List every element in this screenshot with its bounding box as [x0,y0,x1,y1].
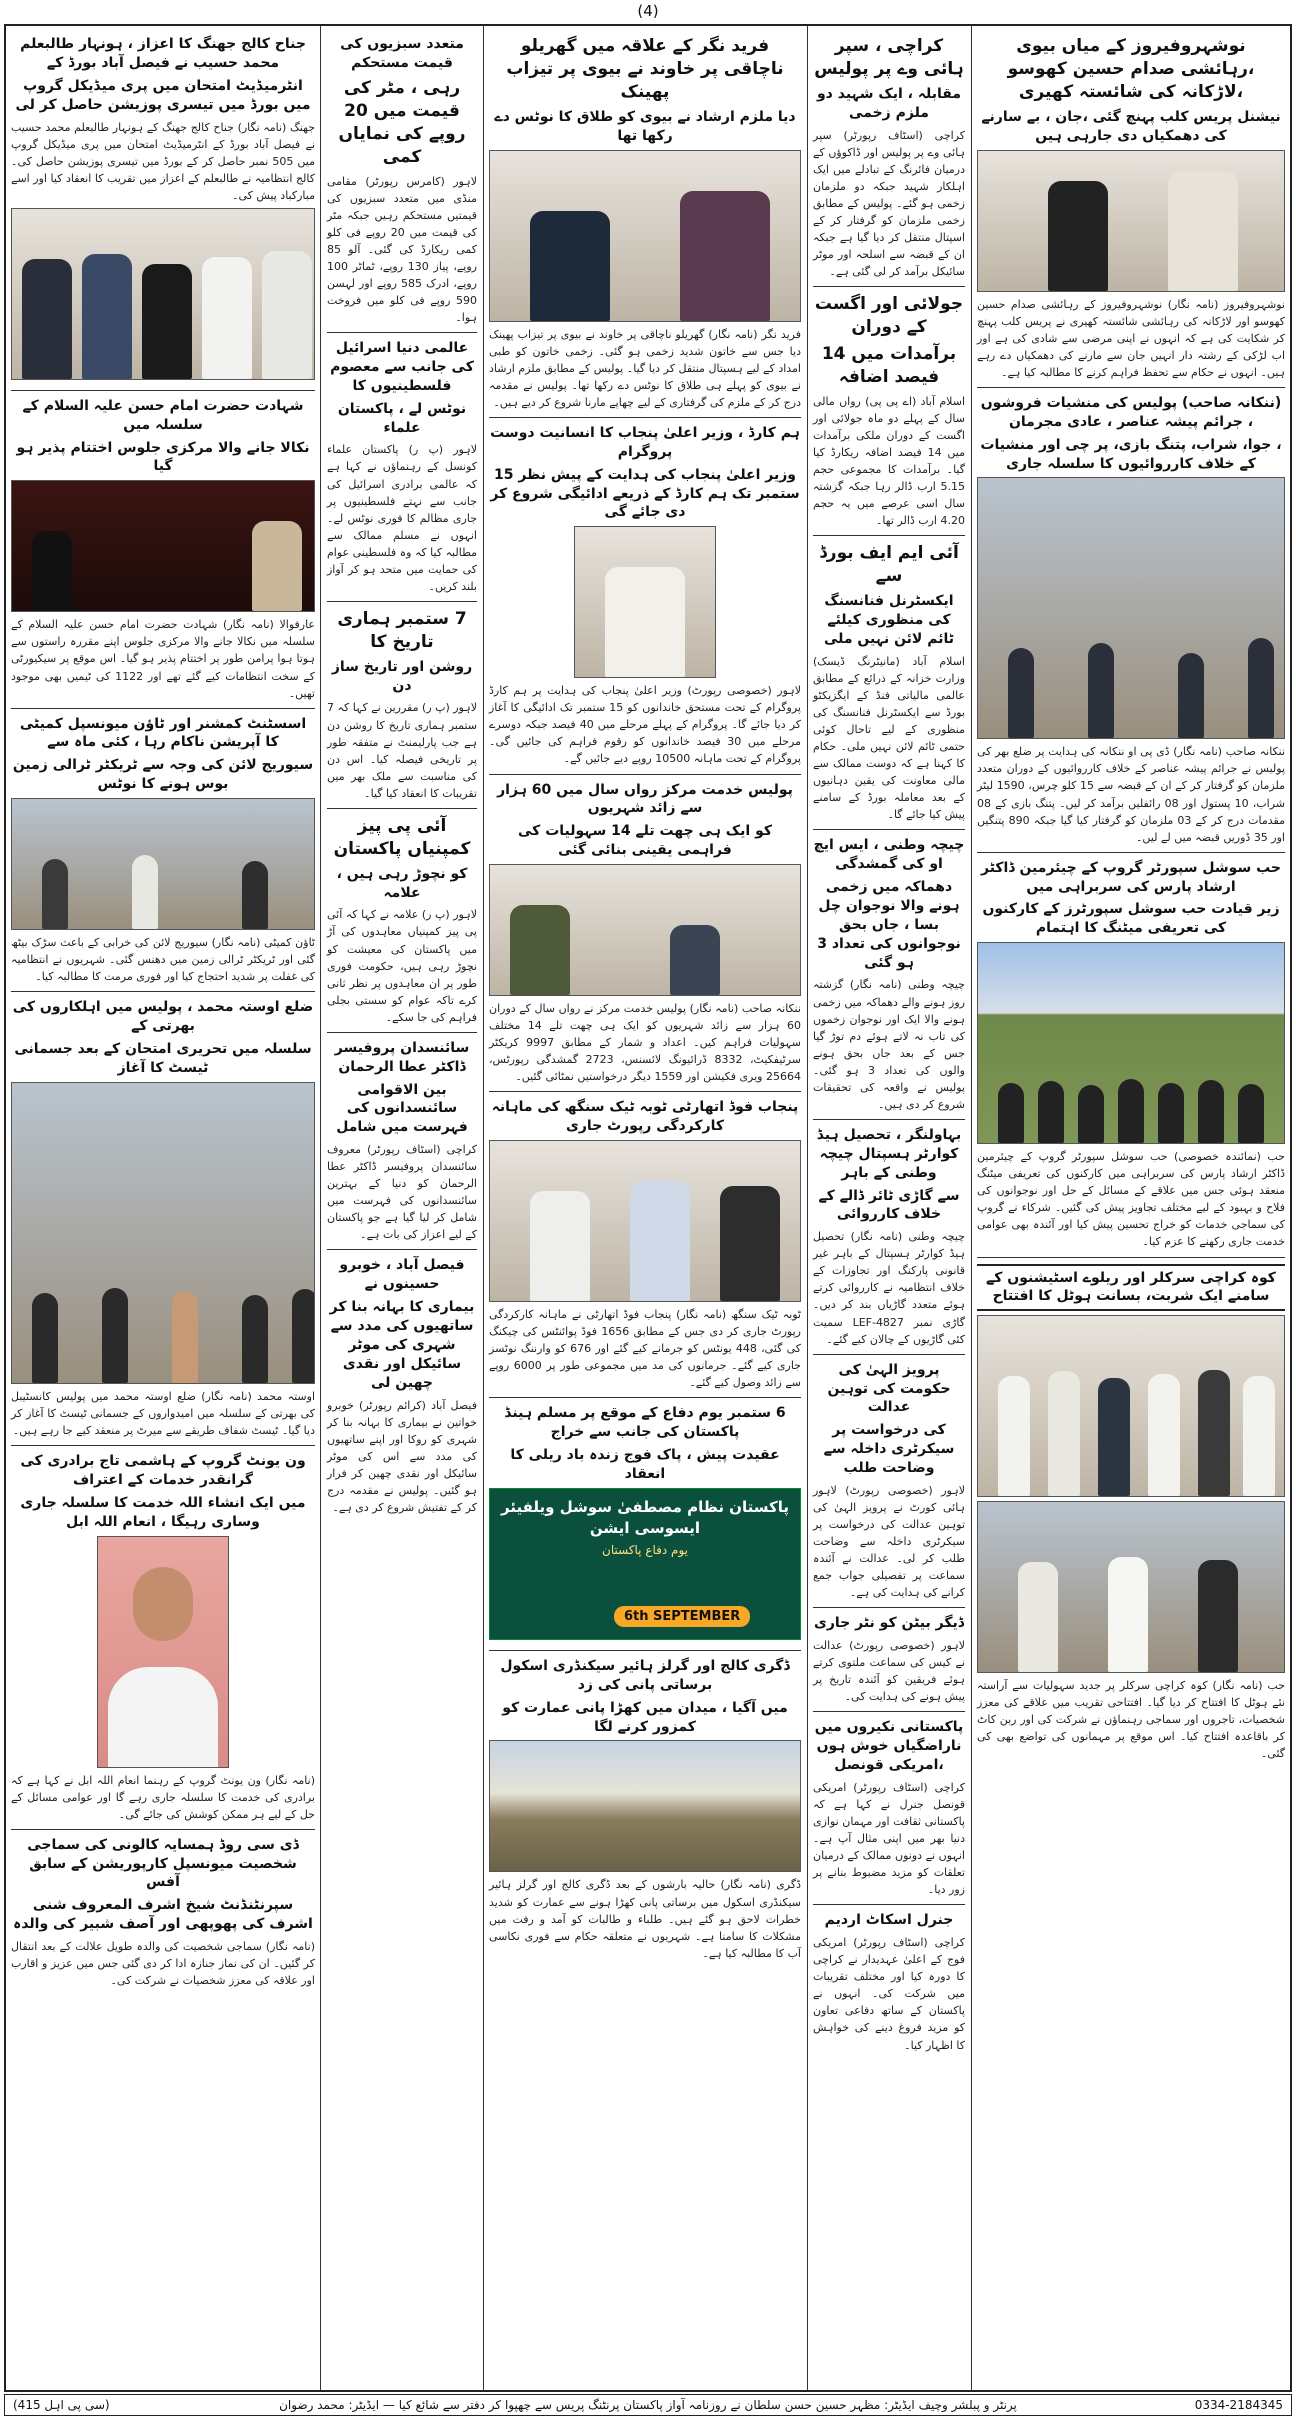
story-scientist [327,1033,477,1251]
person-figure [530,1191,590,1301]
subheadline: عقیدت پیش ، پاک فوج زندہ باد ریلی کا انعقاد [510,1447,780,1482]
story-body: ننکانہ صاحب (نامہ نگار) ڈی پی او ننکانہ کی ہدایت پر ضلع بھر کی پولیس نے جرائم پیشہ عناصر کے خلاف کارروائیوں کے دوران متعدد ملزمان کو گرفتار کر کے ان کے قبضہ سے 15 کلو چرس، 1590 لیٹر شراب، 10 پستول اور 08 رائفلیں برآمد کر لیں۔ پتنگ بازی کے 08 مقدمات درج کر کے 03 ملزمان کو گرفتار کیا گیا جبکہ 890 پتنگیں اور 35 ڈوریں قبضہ میں لے لیں۔ [977,745,1286,844]
portrait-shirt [108,1667,218,1767]
story-body: ڈگری (نامہ نگار) حالیہ بارشوں کے بعد ڈگری کالج اور گرلز ہائیر سیکنڈری اسکول میں برساتی پانی کھڑا ہونے سے عمارت کو شدید خطرات لاحق ہو گئے ہیں۔ طلباء و طالبات کو آمد و رفت میں مشکلات کا سامنا ہے۔ شہریوں نے متعلقہ حکام سے فوری نکاسی آب کا مطالبہ کیا ہے۔ [489,1878,801,1960]
subheadline: کو ایک ہی چھت تلے 14 سہولیات کی فراہمی یقینی بنائی گئی [518,823,772,859]
person-figure [22,259,72,379]
subheadline: بین الاقوامی سائنسدانوں کی فہرست میں شامل [336,1081,468,1136]
headline: نوشہروفیروز کے میاں بیوی ،رہائشی صدام حسین کھوسو ،لاڑکانہ کی شائستہ کھیری [1007,36,1255,102]
subheadline: مقابلہ ، ایک شہید دو ملزم زخمی [816,85,962,121]
story-body: (نامہ نگار) ون یونٹ گروپ کے رہنما انعام اللہ ابل نے کہا ہے کہ برادری کی خدمت کا سلسلہ جاری رہے گا اور عوامی مسائل کے حل کے لیے ہر ممکن کوشش کی جائے گی۔ [11,1773,315,1821]
story-body: ٹاؤن کمیٹی (نامہ نگار) سیوریج لائن کی خرابی کے باعث سڑک بیٹھ گئی اور ٹریکٹر ٹرالی زمین میں دھنس گئی۔ شہریوں نے انتظامیہ کی غفلت پر شدید احتجاج کیا اور فوری مرمت کا مطالبہ کیا۔ [11,936,315,984]
photo-flooded-school [489,1740,801,1872]
person-figure [1158,1083,1184,1143]
headline: چیچہ وطنی ، ایس ایچ او کی گمشدگی [813,837,965,873]
headline: ضلع اوستہ محمد ، پولیس میں اہلکاروں کی بھرتی کے [12,999,314,1035]
headline: جولائی اور اگست کے دوران [814,294,964,338]
headline: 6 ستمبر یوم دفاع کے موقع پر مسلم ہینڈ پاکستان کی جانب سے خراج [504,1405,786,1441]
photo-hotel-guests [977,1315,1285,1497]
page-number: (4) [637,2,659,20]
photo-service-center [489,864,801,996]
subheadline: نکالا جانے والا مرکزی جلوس اختتام پذیر ہو گیا [16,439,310,475]
subheadline: میں ایک انشاء اللہ خدمت کا سلسلہ جاری وساری رہیگا ، انعام اللہ ابل [20,1494,306,1530]
photo-award-ceremony [11,208,315,380]
defence-day-banner [489,1488,801,1640]
story-exports [813,287,965,536]
subheadline: بیماری کا بہانہ بنا کر ساتھیوں کی مدد سے شہری کی موٹر سائیکل اور نقدی چھین لی [329,1299,475,1391]
story-police-recruitment [11,992,315,1446]
photo-tractor-trolley [11,798,315,930]
footer-imprint [4,2394,1292,2416]
story-ipps [327,809,477,1033]
column-rule [807,26,808,2390]
person-figure [1018,1562,1058,1672]
headline: آئی ایم ایف بورڈ سے [819,543,959,587]
story-body: اسلام آباد (اے پی پی) رواں مالی سال کے پہلے دو ماہ جولائی اور اگست کے دوران ملکی برآمدات میں 14 فیصد اضافہ ریکارڈ کیا گیا۔ برآمدات کا مجموعی حجم 5.15 ارب ڈالر رہا جبکہ گزشتہ سال اسی عرصے میں یہ حجم 4.20 ارب ڈالر تھا۔ [813,394,965,528]
story-7-september [327,602,477,809]
person-figure [1198,1080,1224,1143]
photo-group-meeting [977,942,1285,1144]
person-figure [1088,643,1114,738]
story-body: فرید نگر (نامہ نگار) گھریلو ناچاقی پر خاوند نے بیوی پر تیزاب پھینک دیا جس سے خاتون شدید زخمی ہو گئی۔ زخمی خاتون کو طبی امداد کے لیے ہسپتال منتقل کر دیا گیا۔ پولیس کے مطابق ملزم ارشاد نے بیوی کو پہلے ہی طلاق کا نوٹس دے رکھا تھا۔ پولیس نے مقدمہ درج کر کے ملزم کی گرفتاری کے لیے چھاپے مارنا شروع کر دیے ہیں۔ [489,327,801,409]
person-figure [242,1295,268,1383]
photo-injured-woman [489,150,801,322]
headline: ڈگری کالج اور گرلز ہائیر سیکنڈری اسکول برساتی پانی کی زد [500,1657,790,1693]
story-hotel-opening [977,1258,1285,1769]
story-body: حب (نمائندہ خصوصی) حب سوشل سپورٹر گروپ کے چیئرمین ڈاکٹر ارشاد پارس کی سربراہی میں کارکنوں کی تعریفی میٹنگ منعقد ہوئی جس میں علاقے کے مسائل کے حل اور نوجوانوں کی فلاح و بہبود کے لیے مختلف تجاویز پیش کی گئیں۔ شرکاء نے گروپ کی سماجی خدمات کو خراج تحسین پیش کیا اور آئندہ بھی عوامی خدمت جاری رکھنے کا عزم کیا۔ [977,1150,1285,1249]
person-figure [102,1288,128,1383]
subheadline: کی درخواست پر سیکرٹری داخلہ سے وضاحت طلب [823,1422,955,1477]
person-figure [510,905,570,995]
person-figure [262,251,312,379]
story-faisalabad-robbery [327,1250,477,1522]
story-himmat-card [489,418,801,775]
person-figure [1048,181,1108,291]
subheadline: رہی ، مٹر کی قیمت میں 20 روپے کی نمایاں کمی [338,77,466,167]
story-imf-board [813,536,965,830]
person-figure [42,859,68,929]
banner-date: 6th SEPTEMBER [614,1606,750,1627]
story-body: کراچی (اسٹاف رپورٹر) امریکی قونصل جنرل نے کہا ہے کہ پاکستانی ثقافت اور مہمان نوازی دنیا بھر میں اپنی مثال آپ ہے۔ انہوں نے دونوں ممالک کے درمیان تعلقات کو مزید مضبوط بنانے پر زور دیا۔ [813,1781,965,1897]
photo-procession [11,480,315,612]
portrait-face [133,1567,193,1641]
story-body: لاہور (خصوصی رپورٹ) لاہور ہائی کورٹ نے پرویز الہیٰ کی توہین عدالت کی درخواست پر سیکرٹری داخلہ سے وضاحت طلب کر لی۔ عدالت نے آئندہ سماعت پر تفصیلی جواب جمع کرانے کی ہدایت کی ہے۔ [813,1483,965,1600]
footer-phone: 0334-2184345 [1194,2398,1283,2412]
subheadline: کو نچوڑ رہی ہیں ، علامہ [336,865,468,901]
column-3 [484,26,806,2390]
person-figure [1078,1085,1104,1143]
subheadline: ایکسٹرنل فنانسنگ کی منظوری کیلئے ٹائم لائن نہیں ملی [824,593,954,647]
person-figure [1238,1084,1264,1143]
footer-registration: (415 سی پی اہل) [13,2398,110,2412]
person-figure [32,1293,58,1383]
subheadline: برآمدات میں 14 فیصد اضافہ [821,343,957,387]
story-contempt-case [813,1355,965,1609]
person-figure [172,1291,198,1383]
headline: سائنسدان پروفیسر ڈاکٹر عطا الرحمان [334,1039,470,1075]
person-figure [1098,1378,1130,1496]
story-body: (نامہ نگار) سماجی شخصیت کی والدہ طویل علالت کے بعد انتقال کر گئیں۔ ان کی نماز جنازہ ادا کر دی گئی جس میں عزیز و اقارب اور علاقہ کی معزز شخصیات نے شرکت کی۔ [11,1940,315,1988]
person-figure [680,191,770,321]
person-figure [1168,171,1238,291]
subheadline: سے گاڑی ٹائر ڈالے کے خلاف کارروائی [818,1187,960,1223]
story-body: فیصل آباد (کرائم رپورٹر) خوبرو خواتین نے بیماری کا بہانہ بنا کر شہری کو روکا اور اپنے ساتھیوں کی مدد سے اس کی موٹر سائیکل اور نقدی چھین کر فرار ہو گئیں۔ پولیس نے مقدمہ درج کر کے تفتیش شروع کر دی ہے۔ [327,1398,477,1514]
person-figure [82,254,132,379]
column-rule [320,26,321,2390]
story-body: لاہور (پ ر) مقررین نے کہا کہ 7 ستمبر ہماری تاریخ کا روشن دن ہے جب پارلیمنٹ نے متفقہ طور پر تاریخی فیصلہ کیا۔ اس دن کی مناسبت سے ملک بھر میں تقریبات کا انعقاد کیا گیا۔ [327,701,477,800]
headline: ہم کارڈ ، وزیر اعلیٰ پنجاب کا انسانیت دوست پروگرام [490,424,800,460]
subheadline: سلسلہ میں تحریری امتحان کے بعد جسمانی ٹیسٹ کا آغاز [14,1041,312,1076]
story-chichawatni-blast [813,830,965,1120]
subheadline: نیشنل پریس کلب پہنچ گئی ،جان ، بے سارنے کی دھمکیاں دی جارہی ہیں [981,108,1281,144]
photo-ribbon-cutting [977,1501,1285,1673]
headline: کراچی ، سپر ہائی وے پر پولیس [814,36,964,79]
person-figure [1008,648,1034,738]
story-body: نوشہروفیروز (نامہ نگار) نوشہروفیروز کے رہائشی صدام حسین کھوسو اور لاڑکانہ کی رہائشی شائستہ کھیری نے پریس کلب پہنچ کر شکایت کی ہے کہ انہوں نے اپنی مرضی سے شادی کی ہے اور اب لڑکی کے رشتہ دار انہیں جان سے مارنے کی دھمکیاں دے رہے ہیں۔ انہوں نے حکام سے تحفظ فراہم کرنے کا مطالبہ کیا ہے۔ [977,297,1285,379]
story-hospital-parking [813,1120,965,1355]
subheadline: وزیر اعلیٰ پنجاب کی ہدایت کے پیش نظر 15 ستمبر تک ہم کارڈ کے ذریعے ادائیگی شروع کر دی جائے گی [490,466,800,521]
story-khidmat-markaz [489,775,801,1093]
person-figure [605,567,685,677]
headline: آئی پی پیز کمپنیاں پاکستان [333,815,471,859]
story-defence-day [489,1398,801,1651]
headline: شہادت حضرت امام حسن علیہ السلام کے سلسلہ میں [22,397,304,433]
person-figure [202,257,252,379]
headline: فرید نگر کے علاقہ میں گھریلو ناچاقی پر خاوند نے بیوی پر تیزاب پھینک [506,36,784,102]
person-figure [998,1083,1024,1143]
column-rule [483,26,484,2390]
headline: ڈی سی روڈ ہمسایہ کالونی کی سماجی شخصیت میونسپل کارپوریشن کے سابق آفس [27,1836,299,1891]
photo-official [574,526,716,678]
story-body: جھنگ (نامہ نگار) جناح کالج جھنگ کے ہونہار طالبعلم محمد حسیب نے فیصل آباد بورڈ کے انٹرمیڈیٹ امتحان میں پری میڈیکل گروپ میں 505 نمبر حاصل کر کے بورڈ میں تیسری پوزیشن حاصل کی۔ کالج انتظامیہ نے طالبعلم کے اعزاز میں تقریب کا انعقاد کیا اور اسے مبارکباد پیش کی۔ [11,120,315,202]
story-vegetable-prices [327,29,477,333]
story-body: لاہور (کامرس رپورٹر) مقامی منڈی میں متعدد سبزیوں کی قیمتیں مستحکم رہیں جبکہ مٹر کی قیمت میں 20 روپے فی کلو کمی ریکارڈ کی گئی۔ آلو 85 روپے، پیاز 130 روپے، ٹماٹر 100 روپے، ادرک 585 روپے اور لہسن 590 روپے فی کلو میں فروخت ہوا۔ [327,174,478,324]
person-figure [252,521,302,611]
person-figure [1118,1079,1144,1143]
headline: پاکستانی نکیروں میں ناراضگیاں خوش ہوں ،امریکی قونصل [814,1719,964,1774]
banner-title: پاکستان نظام مصطفیٰ سوشل ویلفیئر ایسوسی ایشن [501,1497,789,1537]
headline: (ننکانہ صاحب) پولیس کی منشیات فروشوں ، جرائم پیشہ عناصر ، عادی مجرمان [980,394,1282,430]
story-obituary [11,1830,315,1996]
story-body: کراچی (اسٹاف رپورٹر) امریکی فوج کے اعلیٰ عہدیدار نے کراچی کا دورہ کیا اور مختلف تقریبات میں شرکت کی۔ انہوں نے پاکستان کے ساتھ دفاعی تعاون کو مزید فروغ دینے کی خواہش کا اظہار کیا۔ [813,1936,965,2052]
photo-recovered-items [977,477,1285,739]
person-figure [292,1289,315,1383]
person-figure [1038,1081,1064,1143]
person-figure [998,1376,1030,1496]
person-figure [1178,653,1204,738]
person-figure [670,925,720,995]
story-jinnah-college [11,29,315,391]
photo-portrait [97,1536,229,1768]
person-figure [32,531,72,611]
photo-couple [977,150,1285,292]
photo-food-inspection [489,1140,801,1302]
person-figure [1198,1370,1230,1496]
photo-recruitment-tests [11,1082,315,1384]
footer-publisher-line: پرنٹر و پبلشر وچیف ایڈیٹر: مظہر حسین حسن سلطان نے روزنامہ آواز پاکستان پرنٹنگ پریس سے چھپوا کر دفتر سے شائع کیا — ایڈیٹر: محمد رضوان [279,2398,1017,2412]
story-body: کراچی (اسٹاف رپورٹر) معروف سائنسدان پروفیسر ڈاکٹر عطا الرحمان کو دنیا کے بہترین سائنسدانوں کی فہرست میں شامل کر لیا گیا ہے جو پاکستان کے لیے اعزاز کی بات ہے۔ [327,1143,477,1242]
subheadline: نوٹس لے ، پاکستان علماء [337,400,467,436]
headline: 7 ستمبر ہماری تاریخ کا [337,608,467,652]
headline: ڈیگر بیٹن کو نٹر جاری [814,1615,964,1632]
person-figure [132,855,158,929]
headline: بہاولنگر ، تحصیل ہیڈ کوارٹر ہسپتال چیچہ وطنی کے باہر [816,1126,962,1181]
story-body: لاہور (پ ر) علامہ نے کہا کہ آئی پی پیز کمپنیاں معاہدوں کی آڑ میں پاکستان کی معیشت کو نچوڑ رہی ہیں، حکومت فوری طور پر ان معاہدوں پر نظر ثانی کرے تاکہ عوام کو سستی بجلی فراہم کی جا سکے۔ [327,908,477,1024]
subheadline: دھماکہ میں زخمی ہونے والا نوجوان چل بسا ، جاں بحق نوجوانوں کی تعداد 3 ہو گئی [817,879,961,971]
subheadline: سپرنٹنڈنٹ شیخ اشرف المعروف شنی اشرف کی پھوپھی اور آصف شبیر کی والدہ [13,1897,313,1933]
story-imam-hassan-procession [11,391,315,709]
column-rule [971,26,972,2390]
headline: جنرل اسکاٹ اردیم [824,1912,954,1929]
person-figure [530,211,610,321]
subheadline: زیر قیادت حب سوشل سپورٹرز کے کارکنوں کی تعریفی میٹنگ کا اہتمام [982,901,1280,937]
headline: پنجاب فوڈ اتھارٹی ٹوبہ ٹیک سنگھ کی ماہانہ کارکردگی رپورٹ جاری [491,1099,799,1135]
headline: فیصل آباد ، خوبرو حسینوں نے [339,1257,465,1293]
column-4 [322,26,482,2390]
subheadline: انٹرمیڈیٹ امتحان میں پری میڈیکل گروپ میں بورڈ میں تیسری پوزیشن حاصل کر لی [15,77,311,113]
headline: متعدد سبزیوں کی قیمت مستحکم [340,36,464,71]
story-one-unit-group [11,1446,315,1830]
person-figure [142,264,192,379]
story-palestine [327,333,477,602]
headline: پرویز الہیٰ کی حکومت کی توہین عدالت [827,1361,951,1416]
story-body: اسلام آباد (مانیٹرنگ ڈیسک) وزارت خزانہ کے ذرائع کے مطابق عالمی مالیاتی فنڈ کے ایگزیکٹو بورڈ سے ایکسٹرنل فنانسنگ کی منظوری کے لیے تاحال کوئی حتمی ٹائم لائن نہیں ملی۔ حکام کا کہنا ہے کہ دوست ممالک سے مالی معاونت کی یقین دہانیوں کے بعد معاملہ بورڈ کے سامنے پیش کیا جائے گا۔ [813,654,965,822]
subheadline: روشن اور تاریخ ساز دن [331,658,473,694]
story-flooded-college [489,1651,801,1968]
person-figure [1243,1376,1275,1496]
person-figure [1248,638,1274,738]
person-figure [1108,1557,1148,1672]
headline: پولیس خدمت مرکز رواں سال میں 60 ہزار سے زائد شہریوں [497,781,793,817]
subheadline: سیوریج لائن کی وجہ سے ٹریکٹر ٹرالی زمین بوس ہونے کا نوٹس [12,757,314,793]
story-body: ننکانہ صاحب (نامہ نگار) پولیس خدمت مرکز نے رواں سال کے دوران 60 ہزار سے زائد شہریوں کو ایک ہی چھت تلے 14 مختلف سہولیات فراہم کیں۔ اعداد و شمار کے مطابق 9997 کریکٹر سرٹیفکیٹ، 8332 ڈرائیونگ لائسنس، 2723 گمشدگی رپورٹس، 25664 ویری فکیشن اور 1559 دیگر درخواستیں نمٹائی گئیں۔ [489,1002,802,1084]
story-hub-social [977,853,1285,1258]
story-us-consul [813,1712,965,1905]
story-karachi-encounter [813,29,965,287]
story-sewerage-collapse [11,709,315,993]
story-body: ٹوبہ ٹیک سنگھ (نامہ نگار) پنجاب فوڈ اتھارٹی نے ماہانہ کارکردگی رپورٹ جاری کر دی جس کے مطابق 1656 فوڈ پوائنٹس کی چیکنگ کی گئی، 448 یونٹس کو جرمانے کیے گئے اور 676 کو وارننگ نوٹسز جاری کیے گئے۔ جرمانوں کی مد میں مجموعی طور پر 6000 روپے سے زائد وصول کیے گئے۔ [489,1308,801,1390]
story-body: حب (نامہ نگار) کوہ کراچی سرکلر پر جدید سہولیات سے آراستہ نئے ہوٹل کا افتتاح کر دیا گیا۔ افتتاحی تقریب میں علاقے کی معزز شخصیات، تاجروں اور سماجی رہنماؤں نے شرکت کی اور ربن کاٹ کر باقاعدہ افتتاح کیا۔ اس موقع پر مہمانوں کی تواضع بھی کی گئی۔ [977,1679,1285,1761]
story-food-authority [489,1092,801,1398]
story-body: عارفوالا (نامہ نگار) شہادت حضرت امام حسن علیہ السلام کے سلسلہ میں نکالا جانے والا مرکزی جلوس اپنے مقررہ راستوں سے ہوتا ہوا پرامن طور پر اختتام پذیر ہو گیا۔ اس موقع پر سیکیورٹی کے سخت انتظامات کیے گئے تھے اور 1122 کی ٹیمیں بھی موجود تھیں۔ [11,618,315,700]
person-figure [242,861,268,929]
headline: جناح کالج جھنگ کا اعزاز ، ہونہار طالبعلم محمد حسیب نے فیصل آباد بورڈ کے [20,36,306,71]
story-body: لاہور (خصوصی رپورٹ) عدالت نے کیس کی سماعت ملتوی کرتے ہوئے فریقین کو آئندہ تاریخ پر پیش ہونے کی ہدایت کی۔ [813,1639,965,1704]
headline: کوہ کراچی سرکلر اور ریلوے اسٹیشنوں کے سامنے ایک شربت، بسانت ہوٹل کا افتتاح [977,1264,1285,1312]
story-nankana-police [977,388,1285,853]
story-court-adjourned [813,1608,965,1712]
headline: اسسٹنٹ کمشنر اور ٹاؤن میونسپل کمیٹی کا آپریشن ناکام رہا ، کئی ماہ سے [19,715,307,751]
story-body: کراچی (اسٹاف رپورٹر) سپر ہائی وے پر پولیس اور ڈاکوؤں کے درمیان فائرنگ کے تبادلے میں ایک اہلکار شہید جبکہ دو ملزمان زخمی ہو گئے۔ پولیس کے مطابق زخمی ملزمان کو گرفتار کر کے اسپتال منتقل کر دیا گیا ہے جبکہ ان کے قبضہ سے اسلحہ اور موٹر سائیکل برآمد کر لی گئی ہے۔ [813,128,965,279]
column-5 [6,26,320,2390]
subheadline: ، جوا، شراب، پتنگ بازی، پر چی اور منشیات کے خلاف کارروائیوں کا سلسلہ جاری [980,436,1282,472]
headline: ون یونٹ گروپ کے ہاشمی تاج برادری کی گرانقدر خدمات کے اعتراف [20,1453,306,1488]
subheadline: میں آگیا ، میدان میں کھڑا پانی عمارت کو کمزور کرنے لگا [502,1699,788,1735]
banner-subtitle: یوم دفاع پاکستان [602,1542,688,1557]
person-figure [1048,1371,1080,1496]
story-acid-attack [489,29,801,418]
story-body: اوستہ محمد (نامہ نگار) ضلع اوستہ محمد میں پولیس کانسٹیبل کی بھرتی کے سلسلہ میں امیدواروں کے جسمانی ٹیسٹ کا آغاز کر دیا گیا۔ ٹیسٹ شفاف طریقے سے میرٹ پر منعقد کیے جا رہے ہیں۔ [11,1389,315,1437]
story-couple-press-club [977,29,1285,388]
story-body: چیچہ وطنی (نامہ نگار) تحصیل ہیڈ کوارٹر ہسپتال کے باہر غیر قانونی پارکنگ اور تجاوزات کے خلاف انتظامیہ نے کارروائی کرتے ہوئے متعدد گاڑیاں بند کر دیں۔ گاڑی نمبر LEF-4827 سمیت کئی گاڑیوں کے چالان کیے گئے۔ [813,1230,965,1346]
column-2 [808,26,970,2390]
subheadline: دیا ملزم ارشاد نے بیوی کو طلاق کا نوٹس دے رکھا تھا [494,108,796,144]
story-body: لاہور (خصوصی رپورٹ) وزیر اعلیٰ پنجاب کی ہدایت پر ہم کارڈ پروگرام کے تحت مستحق خاندانوں کو 15 ستمبر تک ادائیگی کا آغاز کر دیا جائے گا۔ پروگرام کے پہلے مرحلے میں 40 فیصد جبکہ دوسرے مرحلے میں 30 فیصد خاندانوں کو رقوم فراہم کی جائیں گی۔ پروگرام کے تحت ماہانہ 10500 روپے دیے جائیں گے۔ [489,684,801,766]
story-body: لاہور (پ ر) پاکستان علماء کونسل کے رہنماؤں نے کہا ہے کہ عالمی برادری اسرائیل کی جانب سے نہتے فلسطینیوں پر جاری مظالم کا فوری نوٹس لے۔ انہوں نے مسلم ممالک سے مطالبہ کیا کہ وہ فلسطینی عوام کی حمایت میں متحد ہو کر آواز بلند کریں۔ [327,443,477,593]
story-us-general [813,1905,965,2059]
headline: حب سوشل سپورٹر گروپ کے چیئرمین ڈاکٹر ارشاد پارس کی سربراہی میں [980,859,1282,895]
headline: عالمی دنیا اسرائیل کی جانب سے معصوم فلسطینیوں کا [330,339,474,394]
column-1 [972,26,1290,2390]
story-body: چیچہ وطنی (نامہ نگار) گزشتہ روز ہونے والے دھماکہ میں زخمی ہونے والا ایک اور نوجوان زخموں کی تاب نہ لاتے ہوئے دم توڑ گیا جس کے بعد جاں بحق ہونے والوں کی تعداد 3 ہو گئی۔ پولیس نے واقعہ کی تحقیقات شروع کر دی ہیں۔ [813,978,965,1111]
person-figure [1148,1374,1180,1496]
person-figure [720,1186,780,1301]
person-figure [630,1181,690,1301]
person-figure [1198,1560,1238,1672]
